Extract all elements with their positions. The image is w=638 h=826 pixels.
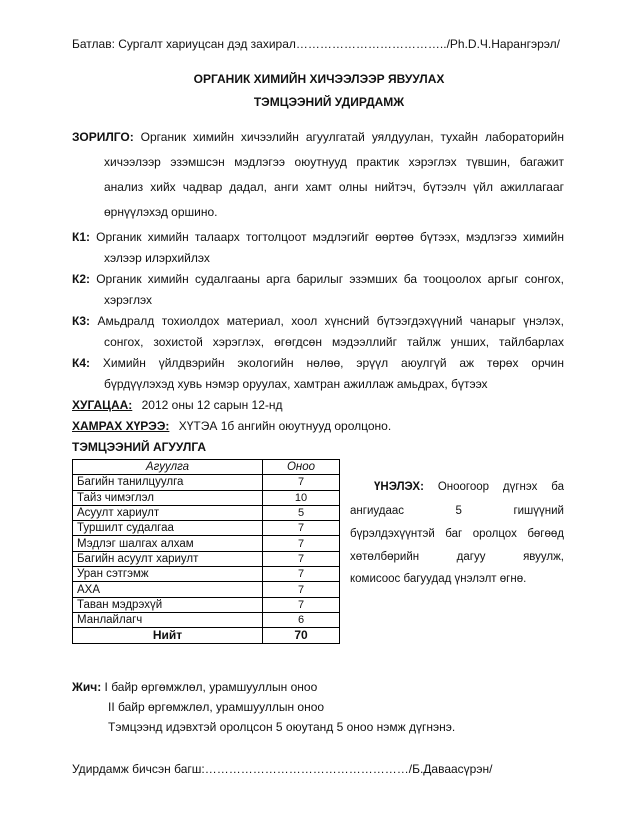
table-row: Асуулт хариулт 5 xyxy=(73,505,340,520)
goal-line-4: өрнүүлэхэд оршино. xyxy=(104,205,218,219)
evaluation-line-3: бүрэлдэхүүнтэй баг оролцох бөгөөд xyxy=(350,528,564,540)
total-label: Нийт xyxy=(73,628,263,643)
evaluation-line-1: ҮНЭЛЭХ: Оноогоор дүгнэх ба xyxy=(374,481,564,493)
total-value: 70 xyxy=(263,628,340,643)
goal-line-2: хичээлээр эзэмшсэн мэдлэгээ оюутнууд практик хэрэглэх түвшин, багажит xyxy=(104,155,564,169)
author-signature-line: Удирдамж бичсэн багш:……………………………………………/Б.Даваасүрэн/ xyxy=(72,762,493,776)
competency-label: К4: xyxy=(72,356,90,370)
content-heading: ТЭМЦЭЭНИЙ АГУУЛГА xyxy=(72,440,207,454)
document-title: ОРГАНИК ХИМИЙН ХИЧЭЭЛЭЭР ЯВУУЛАХ xyxy=(193,72,445,86)
evaluation-line-4: хөтөлбөрийн дагуу явуулж, xyxy=(350,551,564,563)
competency-label: К1: xyxy=(72,230,90,244)
table-row: Багийн танилцуулга 7 xyxy=(73,475,340,490)
competency-label: К2: xyxy=(72,272,90,286)
table-row: Тайз чимэглэл 10 xyxy=(73,490,340,505)
approval-line: Батлав: Сургалт хариуцсан дэд захирал………………………………../Ph.D.Ч.Нарангэрэл/ xyxy=(72,37,560,51)
date-label: ХУГАЦАА: xyxy=(72,398,133,412)
table-row: АХА 7 xyxy=(73,582,340,597)
table-row: Уран сэтгэмж 7 xyxy=(73,567,340,582)
note-line-2: II байр өргөмжлөл, урамшууллын оноо xyxy=(108,700,325,714)
competency-k2: К2: Органик химийн судалгааны арга барилыг эзэмших ба тооцоолох аргыг сонгох, xyxy=(72,272,564,286)
competency-k3-cont: сонгох, зохистой хэрэглэх, өгөгдсөн мэдээллийг тайлж унших, тайлбарлах xyxy=(104,335,564,349)
note-line-3: Тэмцээнд идэвхтэй оролцсон 5 оюутанд 5 оноо нэмж дүгнэнэ. xyxy=(108,720,456,734)
table-row: Багийн асуулт хариулт 7 xyxy=(73,551,340,566)
date-value: 2012 оны 12 сарын 12-нд xyxy=(141,398,283,412)
document-subtitle: ТЭМЦЭЭНИЙ УДИРДАМЖ xyxy=(253,95,405,109)
table-total-row xyxy=(73,628,340,643)
competency-k2-cont: хэрэглэх xyxy=(104,293,153,307)
competency-k4-cont: бүрдүүлэхэд хувь нэмэр оруулах, хамтран ажиллаж амьдрах, бүтээх xyxy=(104,377,488,391)
participants-value: ХҮТЭА 1б ангийн оюутнууд оролцоно. xyxy=(178,419,392,433)
note-line-1: Жич: I байр өргөмжлөл, урамшууллын оноо xyxy=(72,680,318,694)
note-label: Жич: xyxy=(72,680,102,694)
column-header-content: Агуулга xyxy=(73,460,263,475)
table-row: Мэдлэг шалгах алхам 7 xyxy=(73,536,340,551)
score-table xyxy=(72,459,340,644)
competency-k4: К4: Химийн үйлдвэрийн экологийн нөлөө, эрүүл аюулгүй аж төрөх орчин xyxy=(72,356,564,370)
competency-k1: К1: Органик химийн талаарх тогтолцоот мэдлэгийг өөртөө бүтээх, мэдлэгээ химийн xyxy=(72,230,564,244)
participants-label: ХАМРАХ ХҮРЭЭ: xyxy=(72,419,170,433)
goal-line-3: анализ хийх чадвар дадал, анги хамт олны нийтэч, бүтээлч үйл ажиллагааг xyxy=(104,180,564,194)
participants-line xyxy=(72,419,391,433)
goal-label: ЗОРИЛГО: xyxy=(72,130,134,144)
competency-label: К3: xyxy=(72,314,90,328)
date-line xyxy=(72,398,283,412)
competency-k1-cont: хэлээр илэрхийлэх xyxy=(104,251,210,265)
goal-line-1: ЗОРИЛГО: Органик химийн хичээлийн агуулгатай уялдуулан, тухайн лабораторийн xyxy=(72,130,564,144)
table-header-row xyxy=(73,460,340,475)
table-row: Манлайлагч 6 xyxy=(73,612,340,627)
evaluation-label: ҮНЭЛЭХ: xyxy=(374,481,424,493)
evaluation-line-5: комисоос багуудад үнэлэлт өгнө. xyxy=(350,573,527,585)
competency-k3: К3: Амьдралд тохиолдох материал, хоол хүнсний бүтээгдэхүүний чанарыг үнэлэх, xyxy=(72,314,564,328)
evaluation-line-2: ангиудаас 5 гишүүний xyxy=(350,505,564,517)
column-header-score: Оноо xyxy=(263,460,340,475)
table-row: Таван мэдрэхүй 7 xyxy=(73,597,340,612)
table-row: Туршилт судалгаа 7 xyxy=(73,521,340,536)
